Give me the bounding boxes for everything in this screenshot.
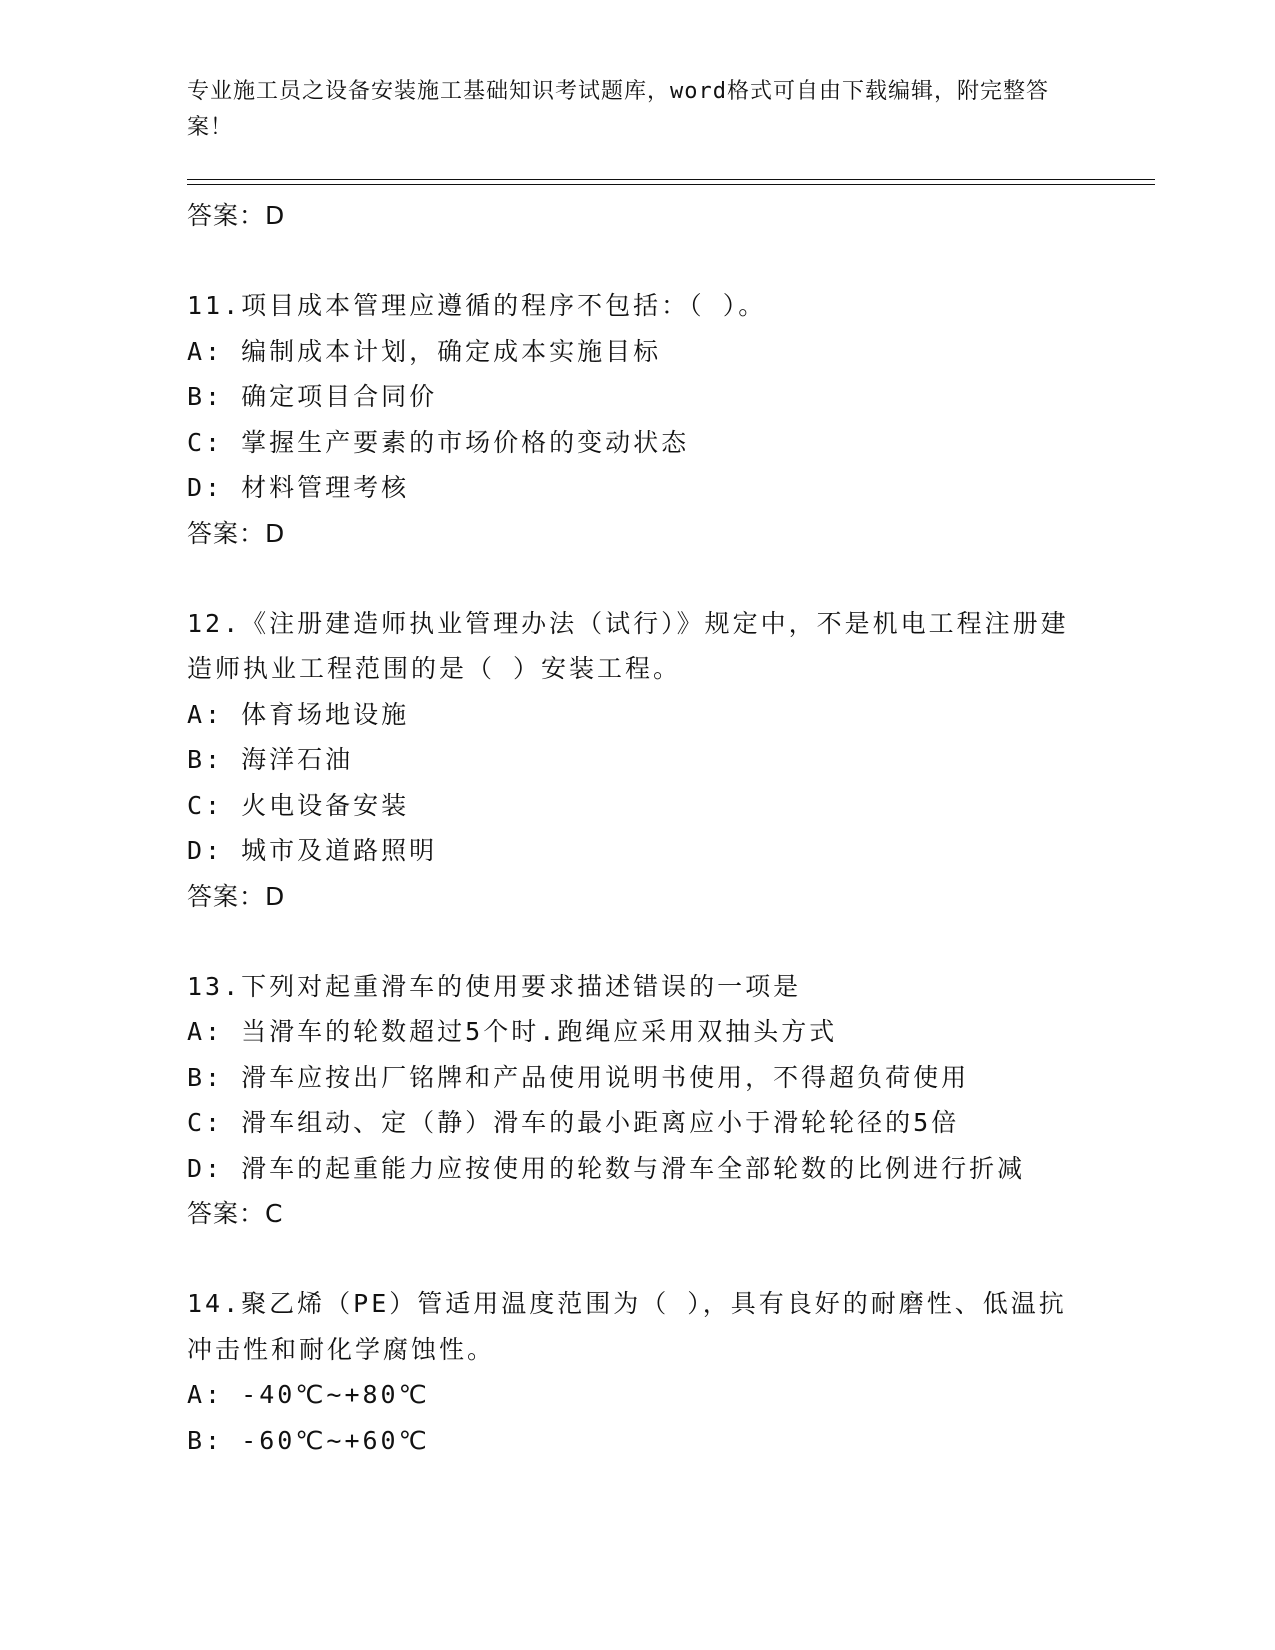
- option-label: B:: [187, 1425, 224, 1455]
- option-text: 确定项目合同价: [241, 382, 438, 411]
- option-label: B:: [187, 1062, 224, 1092]
- option-a: [187, 329, 1087, 375]
- option-b: [187, 1055, 1087, 1101]
- answer-line: 答案：D: [187, 881, 286, 911]
- question-stem: 11.项目成本管理应遵循的程序不包括：（ ）。: [187, 291, 767, 320]
- option-text: 编制成本计划，确定成本实施目标: [241, 336, 662, 366]
- question-stem: 13.下列对起重滑车的使用要求描述错误的一项是: [187, 971, 802, 1001]
- document-header: 专业施工员之设备安装施工基础知识考试题库，word格式可自由下载编辑，附完整答案！: [187, 79, 1049, 140]
- option-label: A:: [187, 1380, 224, 1409]
- option-label: A:: [187, 1017, 224, 1046]
- option-label: C:: [187, 1108, 224, 1137]
- option-c: [187, 420, 1087, 466]
- option-label: C:: [187, 790, 224, 820]
- option-text: 滑车组动、定（静）滑车的最小距离应小于滑轮轮径的5倍: [241, 1108, 960, 1137]
- option-text: 城市及道路照明: [241, 836, 438, 865]
- option-c: [187, 1100, 1087, 1146]
- option-d: [187, 465, 1087, 511]
- answer-line: 答案：D: [187, 201, 286, 230]
- question-list: [187, 193, 1087, 1463]
- option-text: -60℃~+60℃: [241, 1425, 430, 1455]
- question-stem: 14.聚乙烯（PE）管适用温度范围为（ ），具有良好的耐磨性、低温抗冲击性和耐化学腐蚀性。: [187, 1289, 1067, 1364]
- option-c: [187, 783, 1087, 829]
- answer-line: 答案：D: [187, 518, 286, 548]
- header-rule-top: [187, 179, 1155, 180]
- option-label: D:: [187, 1153, 224, 1183]
- option-text: 材料管理考核: [241, 473, 410, 502]
- question-stem: 12.《注册建造师执业管理办法（试行）》规定中，不是机电工程注册建造师执业工程范围的是（ ）安装工程。: [187, 608, 1069, 683]
- option-text: 海洋石油: [241, 745, 354, 774]
- option-text: 体育场地设施: [241, 699, 410, 729]
- option-a: [187, 1009, 1087, 1055]
- option-label: B:: [187, 745, 224, 774]
- option-label: A:: [187, 699, 224, 729]
- option-b: [187, 1418, 1087, 1464]
- header-rule-bottom: [187, 184, 1155, 185]
- option-a: [187, 692, 1087, 738]
- option-b: [187, 374, 1087, 420]
- answer-line: 答案：C: [187, 1199, 284, 1228]
- option-text: -40℃~+80℃: [241, 1380, 430, 1409]
- option-label: D:: [187, 473, 224, 502]
- option-text: 火电设备安装: [241, 790, 410, 820]
- option-a: [187, 1372, 1087, 1418]
- option-text: 掌握生产要素的市场价格的变动状态: [241, 427, 690, 457]
- option-label: C:: [187, 427, 224, 457]
- option-label: D:: [187, 836, 224, 865]
- option-text: 滑车应按出厂铭牌和产品使用说明书使用，不得超负荷使用: [241, 1062, 970, 1092]
- option-label: A:: [187, 336, 224, 366]
- option-d: [187, 828, 1087, 874]
- option-b: [187, 737, 1087, 783]
- option-text: 当滑车的轮数超过5个时.跑绳应采用双抽头方式: [241, 1017, 838, 1046]
- option-label: B:: [187, 382, 224, 411]
- option-d: [187, 1146, 1087, 1192]
- option-text: 滑车的起重能力应按使用的轮数与滑车全部轮数的比例进行折减: [241, 1153, 1026, 1183]
